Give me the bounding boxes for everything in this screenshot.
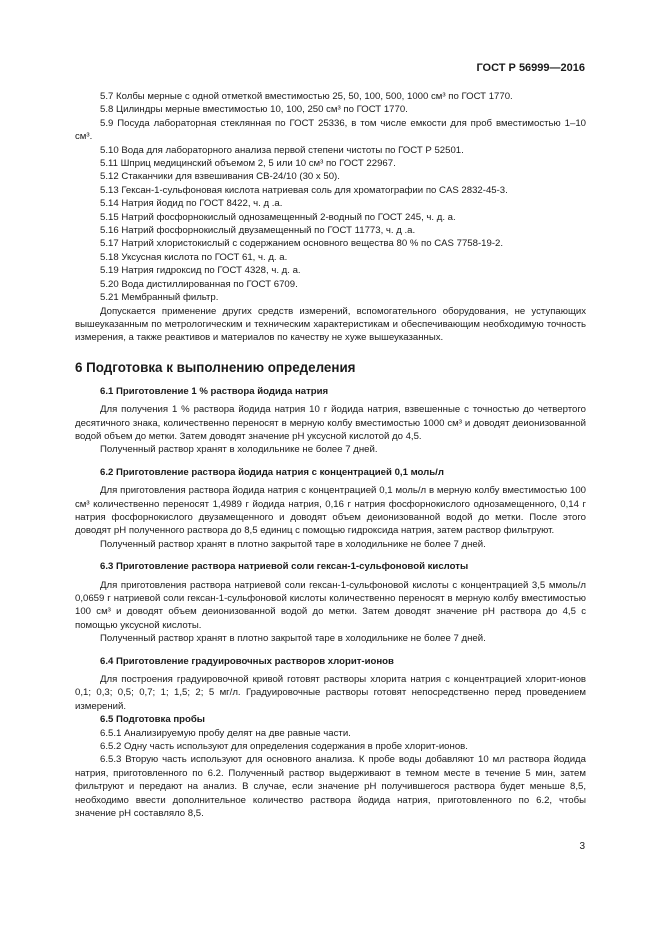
- list-item: 5.20 Вода дистиллированная по ГОСТ 6709.: [100, 278, 298, 290]
- document-body: [75, 90, 586, 821]
- page-number: 3: [579, 841, 585, 852]
- list-item: 5.13 Гексан-1-сульфоновая кислота натриевая соль для хроматографии по CAS 2832-45-3.: [100, 184, 508, 196]
- subsection-6-5-heading: 6.5 Подготовка пробы: [100, 714, 205, 726]
- subsection-6-2-heading: 6.2 Приготовление раствора йодида натрия с концентрацией 0,1 моль/л: [100, 466, 444, 478]
- paragraph: Полученный раствор хранят в плотно закрытой таре в холодильнике не более 7 дней.: [100, 633, 486, 645]
- list-item: 6.5.2 Одну часть используют для определения содержания в пробе хлорит-ионов.: [100, 741, 468, 753]
- substitution-note: Допускается применение других средств измерений, вспомогательного оборудования, не уступающих вышеуказанным по метрологическим и техническим характеристикам и обеспечивающим необходимую точность измерения, а также реактивов и материалов по качеству не хуже вышеуказанных.: [75, 305, 586, 344]
- list-item: 5.15 Натрий фосфорнокислый однозамещенный 2-водный по ГОСТ 245, ч. д. а.: [100, 211, 456, 223]
- paragraph: Для построения градуировочной кривой готовят растворы хлорита натрия с концентрацией хлорит-ионов 0,1; 0,3; 0,5; 0,7; 1; 1,5; 2; 5 мг/л. Градуировочные растворы готовят непосредственно перед проведением измерений.: [75, 674, 586, 712]
- list-item: 5.21 Мембранный фильтр.: [100, 292, 219, 304]
- list-item: 5.9 Посуда лабораторная стеклянная по ГОСТ 25336, в том числе емкости для проб вместимостью 1–10 см³.: [75, 117, 586, 143]
- paragraph: Полученный раствор хранят в холодильнике не более 7 дней.: [100, 444, 378, 456]
- list-item: 5.8 Цилиндры мерные вместимостью 10, 100, 250 см³ по ГОСТ 1770.: [100, 104, 408, 116]
- list-item: 5.10 Вода для лабораторного анализа первой степени чистоты по ГОСТ Р 52501.: [100, 144, 464, 156]
- list-item: 5.19 Натрия гидроксид по ГОСТ 4328, ч. д. а.: [100, 265, 301, 277]
- section-6-heading: 6 Подготовка к выполнению определения: [75, 359, 356, 375]
- paragraph: Для получения 1 % раствора йодида натрия 10 г йодида натрия, взвешенные с точностью до четвертого десятичного знака, количественно переносят в мерную колбу вместимостью 1000 см³ и доводят деионизованной водой объем до метки. Затем доводят значение pH уксусной кислотой до 4,5.: [75, 404, 586, 442]
- list-item: 5.14 Натрия йодид по ГОСТ 8422, ч. д .а.: [100, 198, 283, 210]
- list-item: 5.16 Натрий фосфорнокислый двузамещенный по ГОСТ 11773, ч. д .а.: [100, 225, 416, 237]
- subsection-6-1-heading: 6.1 Приготовление 1 % раствора йодида натрия: [100, 385, 329, 397]
- subsection-6-4-heading: 6.4 Приготовление градуировочных растворов хлорит-ионов: [100, 655, 394, 667]
- paragraph: Для приготовления раствора натриевой соли гексан-1-сульфоновой кислоты с концентрацией 3,5 ммоль/л 0,0659 г натриевой соли гексан-1-сульфоновой кислоты количественно переносят в мерную колбу вместимостью 100 см³ и доводят объем деионизованной водой до метки. Затем доводят значение pH раствора до 4,5 с помощью уксусной кислоты.: [75, 579, 586, 631]
- subsection-6-3-heading: 6.3 Приготовление раствора натриевой соли гексан-1-сульфоновой кислоты: [100, 561, 469, 573]
- list-item: 6.5.1 Анализируемую пробу делят на две равные части.: [100, 727, 351, 739]
- paragraph: Полученный раствор хранят в плотно закрытой таре в холодильнике не более 7 дней.: [100, 538, 486, 550]
- list-item: 6.5.3 Вторую часть используют для основного анализа. К пробе воды добавляют 10 мл раствора йодида натрия, приготовленного по 6.2. Полученный раствор выдерживают в темном месте в течение 5 мин, затем фильтруют и передают на анализ. В случае, если значение pH получившегося раствора будет меньше 8,5, необходимо ввести дополнительное количество раствора йодида натрия, приготовленного по 6.2, чтобы значение pH составляло 8,5.: [75, 754, 586, 820]
- standard-header: ГОСТ Р 56999—2016: [476, 62, 585, 74]
- list-item: 5.7 Колбы мерные с одной отметкой вместимостью 25, 50, 100, 500, 1000 см³ по ГОСТ 1770.: [100, 91, 513, 102]
- list-item: 5.11 Шприц медицинский объемом 2, 5 или 10 см³ по ГОСТ 22967.: [100, 158, 396, 170]
- list-item: 5.18 Уксусная кислота по ГОСТ 61, ч. д. а.: [100, 251, 288, 263]
- list-item: 5.12 Стаканчики для взвешивания СВ-24/10 (30 х 50).: [100, 171, 340, 183]
- list-item: 5.17 Натрий хлористокислый с содержанием основного вещества 80 % по CAS 7758-19-2.: [100, 238, 504, 250]
- paragraph: Для приготовления раствора йодида натрия с концентрацией 0,1 моль/л в мерную колбу вместимостью 100 см³ количественно переносят 1,4989 г йодида натрия, 0,16 г натрия фосфорнокислого однозамещенного, 0,14 г натрия фосфорнокислого двузамещенного и доводят объем деионизованной водой до метки. После этого доводят pH полученного раствора до 8,5 единиц с помощью гидроксида натрия, затем раствор фильтруют.: [75, 485, 586, 537]
